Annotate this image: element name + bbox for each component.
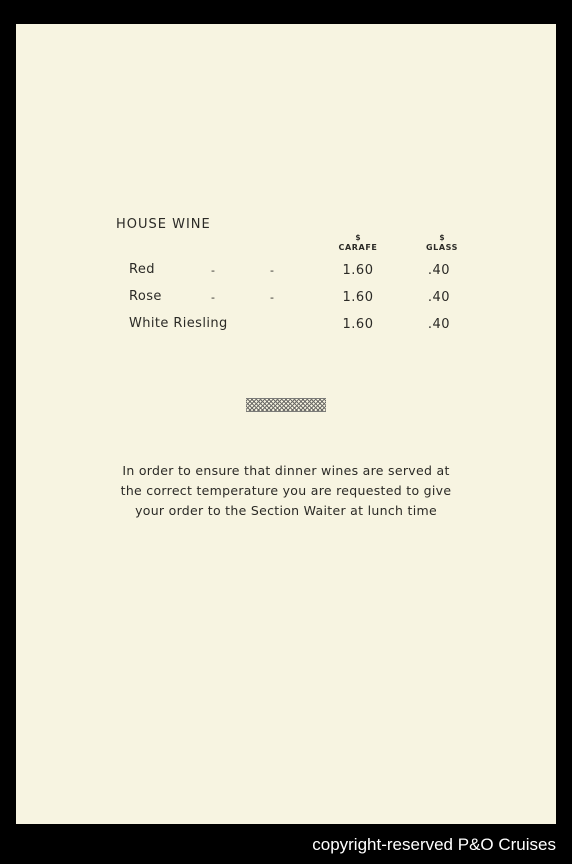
wine-name-white-riesling: White Riesling [129,316,228,331]
glass-price-rose: .40 [427,290,451,305]
leader-dash: - [270,264,274,277]
glass-currency: $ [439,233,445,242]
ordering-note [76,461,496,521]
glass-column-header: GLASS [425,243,459,252]
leader-dash: - [270,291,274,304]
carafe-price-rose: 1.60 [342,290,374,305]
glass-price-red: .40 [427,263,451,278]
carafe-price-white-riesling: 1.60 [342,317,374,332]
glass-price-white-riesling: .40 [427,317,451,332]
carafe-currency: $ [355,233,361,242]
menu-heading: HOUSE WINE [116,217,211,232]
carafe-column-header: CARAFE [338,243,378,252]
copyright-caption: copyright-reserved P&O Cruises [312,835,556,854]
note-line: the correct temperature you are requested to give [120,483,452,498]
wine-name-rose: Rose [129,289,162,304]
carafe-price-red: 1.60 [342,263,374,278]
wine-name-red: Red [129,262,155,277]
menu-page [16,24,556,824]
leader-dash: - [211,291,215,304]
note-line: In order to ensure that dinner wines are served at [122,463,450,478]
decorative-divider [246,398,326,412]
leader-dash: - [211,264,215,277]
note-line: your order to the Section Waiter at lunch time [135,503,437,518]
